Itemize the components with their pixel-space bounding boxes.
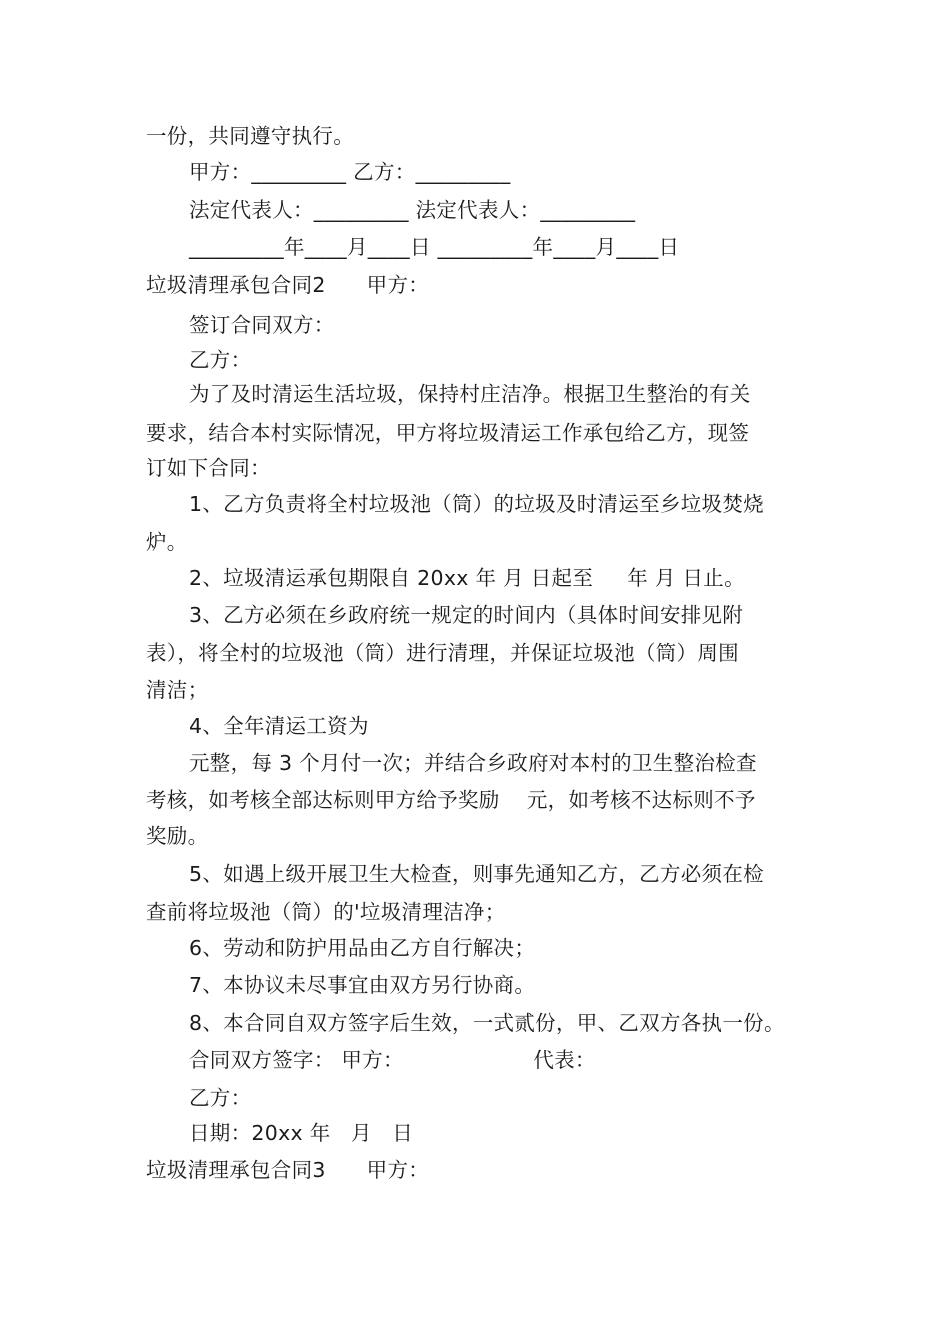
date-line: 日期：20xx 年 月 日 <box>189 1121 414 1145</box>
signature-line: 合同双方签字： 甲方： 代表： <box>189 1048 596 1072</box>
text-line: 要求，结合本村实际情况，甲方将垃圾清运工作承包给乙方，现签 <box>146 421 750 445</box>
signature-party-line: 甲方：_________ 乙方：_________ <box>189 160 511 184</box>
clause-8: 8、本合同自双方签字后生效，一式贰份，甲、乙双方各执一份。 <box>189 1011 785 1035</box>
text-line: 考核，如考核全部达标则甲方给予奖励 元，如考核不达标则不予 <box>146 788 756 812</box>
text-line: 一份，共同遵守执行。 <box>146 124 354 148</box>
text-line: 乙方： <box>189 348 252 372</box>
text-line: 表），将全村的垃圾池（筒）进行清理，并保证垃圾池（筒）周围 <box>146 641 739 665</box>
text-line: 订如下合同： <box>146 456 271 480</box>
text-line: 查前将垃圾池（筒）的'垃圾清理洁净； <box>146 900 506 924</box>
legal-representative-line: 法定代表人：_________ 法定代表人：_________ <box>189 198 636 222</box>
text-line: 乙方： <box>189 1086 252 1110</box>
clause-2: 2、垃圾清运承包期限自 20xx 年 月 日起至 年 月 日止。 <box>189 566 745 590</box>
clause-5: 5、如遇上级开展卫生大检查，则事先通知乙方，乙方必须在检 <box>189 862 764 886</box>
text-line: 签订合同双方： <box>189 313 335 337</box>
text-line: 元整，每 3 个月付一次；并结合乡政府对本村的卫生整治检查 <box>189 751 757 775</box>
text-line: 炉。 <box>146 530 188 554</box>
clause-4: 4、全年清运工资为 <box>189 714 369 738</box>
contract-heading: 垃圾清理承包合同3 甲方： <box>146 1158 430 1182</box>
date-line: _________年____月____日 _________年____月____日 <box>189 235 680 259</box>
clause-6: 6、劳动和防护用品由乙方自行解决； <box>189 936 536 960</box>
text-line: 清洁； <box>146 678 209 702</box>
clause-1: 1、乙方负责将全村垃圾池（筒）的垃圾及时清运至乡垃圾焚烧 <box>189 492 764 516</box>
text-line: 奖励。 <box>146 824 209 848</box>
text-line: 为了及时清运生活垃圾，保持村庄洁净。根据卫生整治的有关 <box>189 382 751 406</box>
contract-heading: 垃圾清理承包合同2 甲方： <box>146 273 430 297</box>
clause-3: 3、乙方必须在乡政府统一规定的时间内（具体时间安排见附 <box>189 603 744 627</box>
clause-7: 7、本协议未尽事宜由双方另行协商。 <box>189 973 536 997</box>
